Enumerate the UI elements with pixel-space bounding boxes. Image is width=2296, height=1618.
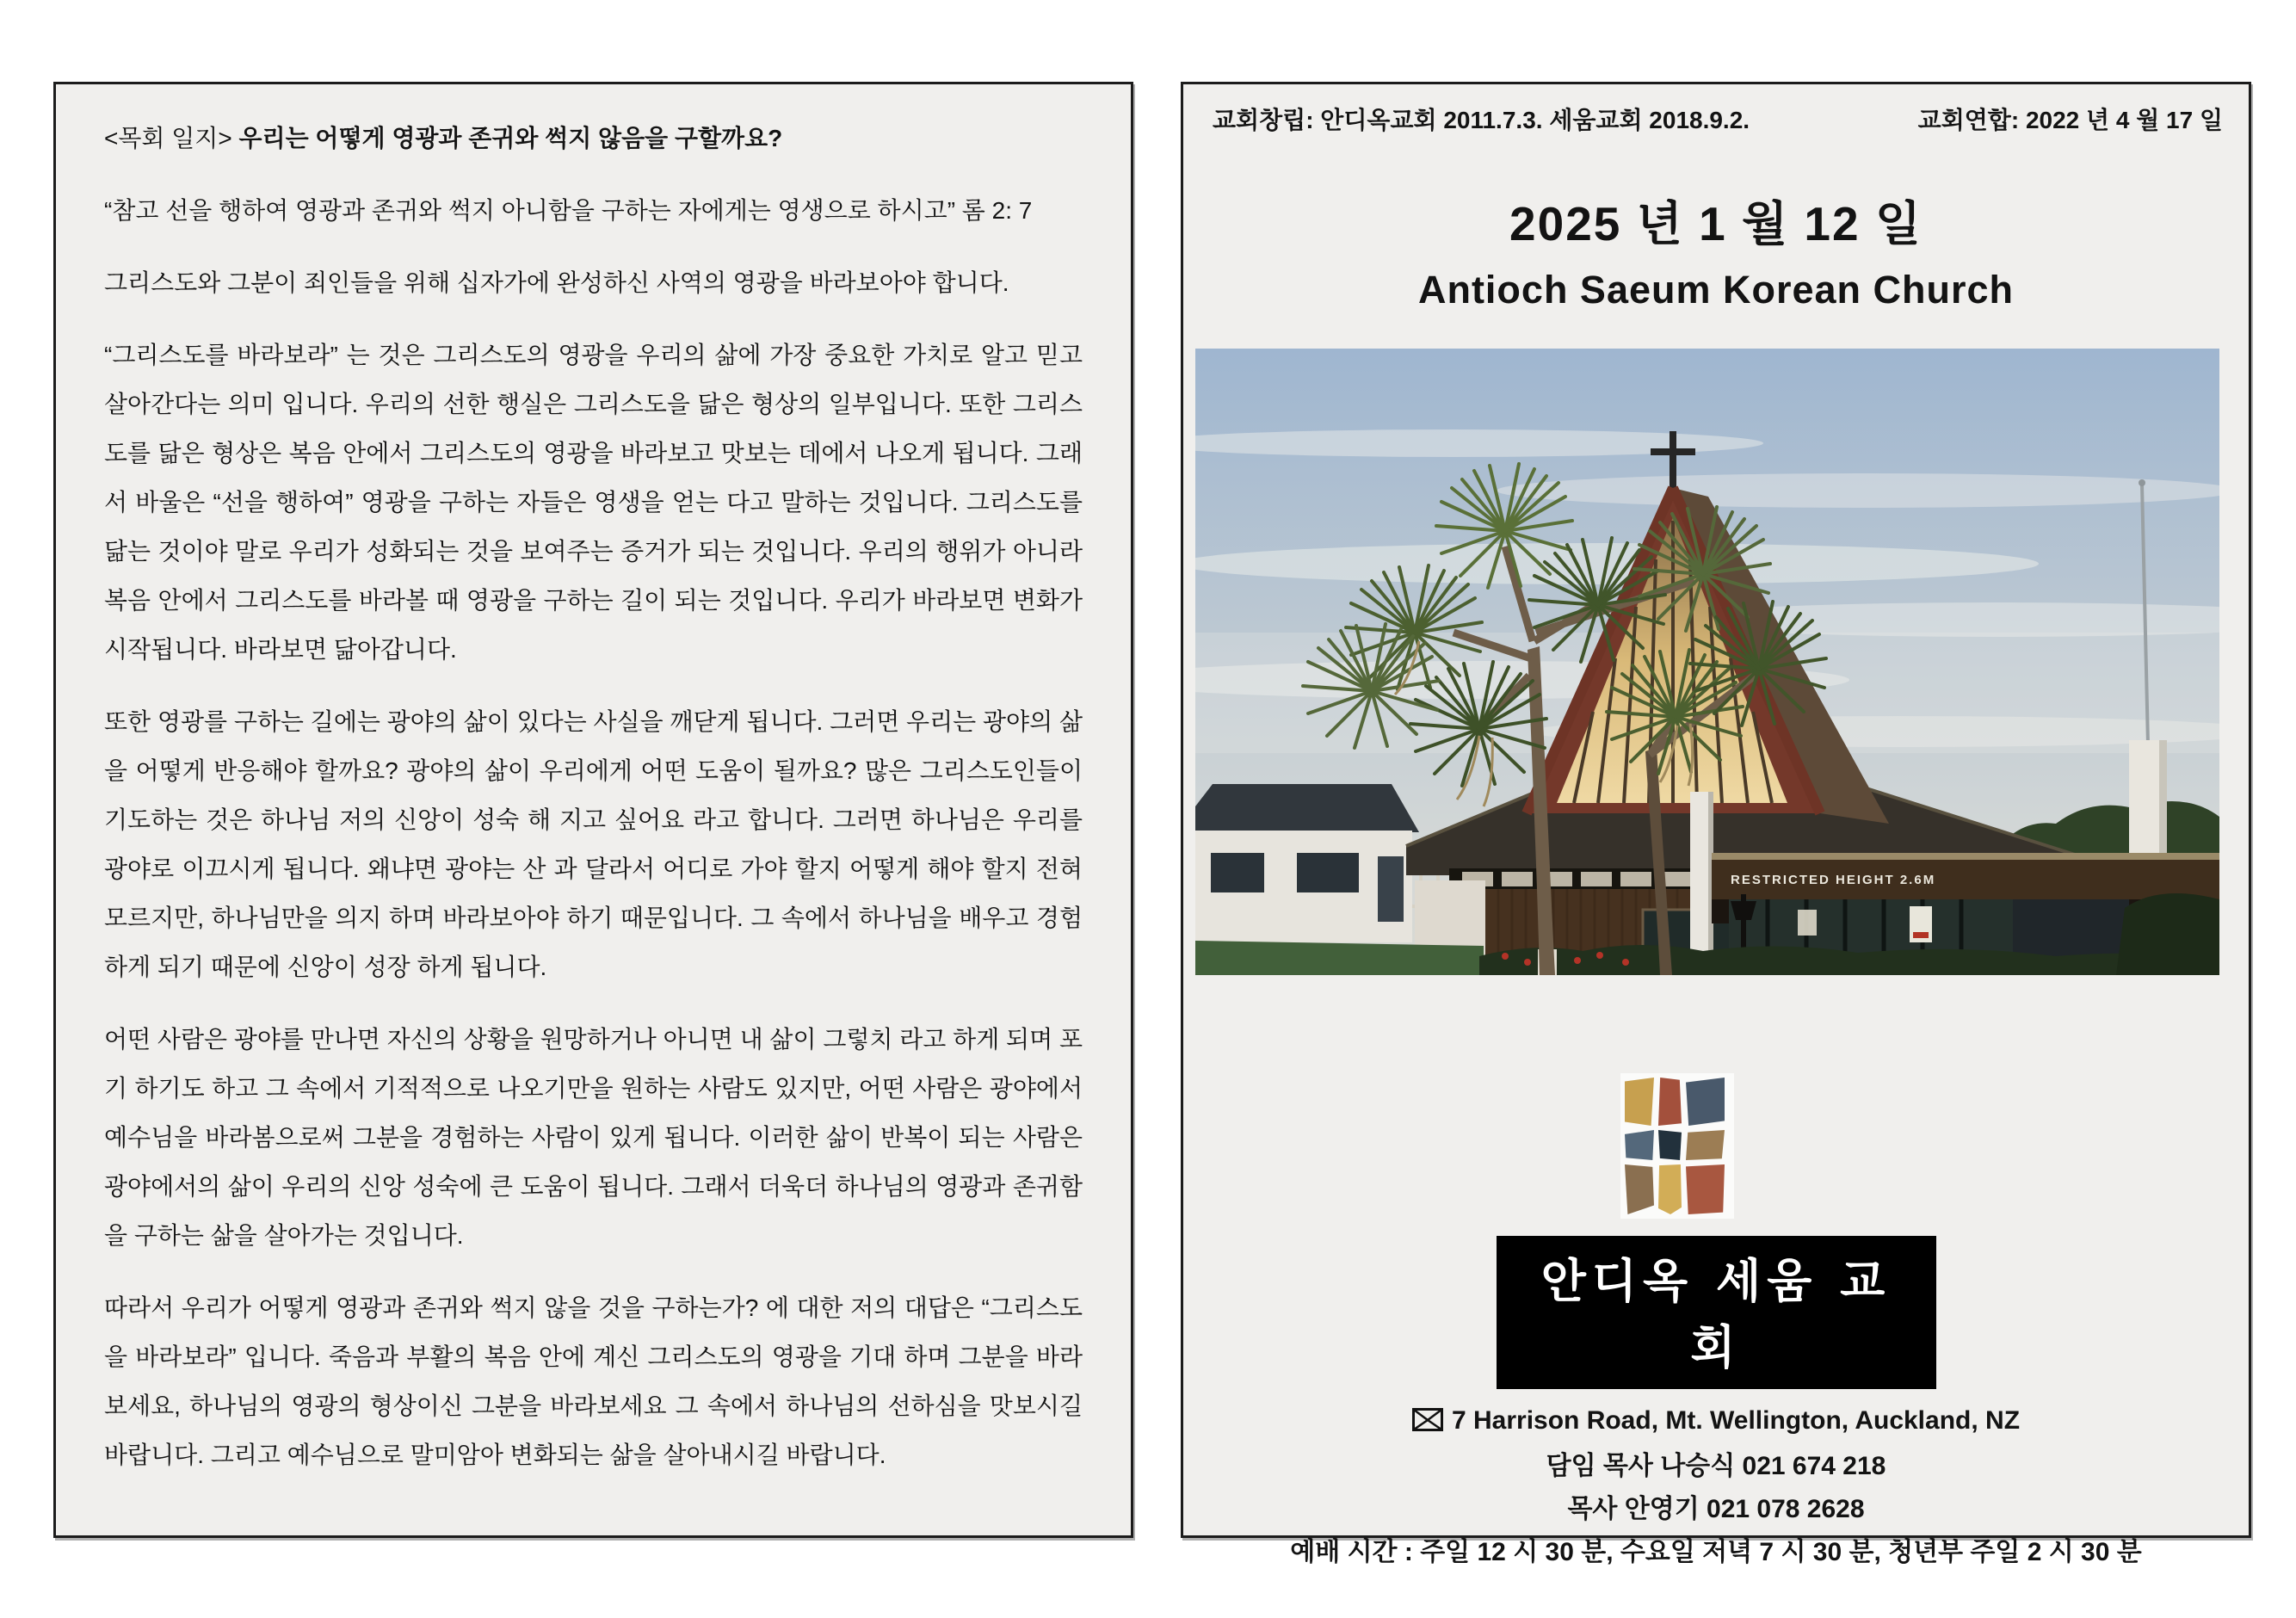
restricted-height-sign: RESTRICTED HEIGHT 2.6M (1731, 873, 1936, 887)
church-name-english: Antioch Saeum Korean Church (1417, 268, 2015, 312)
church-logo (1620, 1073, 1734, 1219)
sermon-page (53, 82, 1133, 1538)
photo-cross (1670, 431, 1676, 493)
photo-cross-arm (1651, 448, 1695, 455)
sermon-paragraph: “그리스도를 바라보라” 는 것은 그리스도의 영광을 우리의 삶에 가장 중요한 가치로 알고 믿고 살아간다는 의미 입니다. 우리의 선한 행실은 그리스도을 닮은 형상의 일부입니다. 또한 그리스도를 닮은 형상은 복음 안에서 그리스도의 영광을 바라보고 맛보는 데에서 나오게 됩니다. 그래서 바울은 “선을 행하여” 영광을 구하는 자들은 영생을 얻는 다고 말하는 것입니다. 그리스도를 닮는 것이야 말로 우리가 성화되는 것을 보여주는 증거가 되는 것입니다. 우리의 행위가 아니라 복음 안에서 그리스도를 바라볼 때 영광을 구하는 길이 되는 것입니다. 우리가 바라보면 변화가 시작됩니다. 바라보면 닮아갑니다. (104, 342, 1083, 663)
logo-tile (1658, 1130, 1682, 1160)
sermon-paragraph: 따라서 우리가 어떻게 영광과 존귀와 썩지 않을 것을 구하는가? 에 대한 저의 대답은 “그리스도을 바라보라” 입니다. 죽음과 부활의 복음 안에 계신 그리스도의 영광을 기대 하며 그분을 바라보세요, 하나님의 영광의 형상이신 그분을 바라보세요 그 속에서 하나님의 선하심을 맛보시길 바랍니다. 그리고 예수님으로 말미암아 변화되는 삶을 살아내시길 바랍니다. (104, 1294, 1083, 1468)
photo-corner-shrub (2116, 893, 2219, 975)
logo-tile (1686, 1164, 1725, 1214)
senior-pastor-line: 담임 목사 나승식 021 674 218 (1546, 1452, 1886, 1480)
sermon-paragraph: 그리스도와 그분이 죄인들을 위해 십자가에 완성하신 사역의 영광을 바라보아야 합니다. (104, 269, 1009, 296)
church-photo (1195, 349, 2219, 975)
logo-tile (1658, 1078, 1682, 1126)
sermon-title (104, 114, 1083, 163)
sermon-paragraph: 어떤 사람은 광야를 만나면 자신의 상황을 원망하거나 아니면 내 삶이 그렇치 라고 하게 되며 포기 하기도 하고 그 속에서 기적적으로 나오기만을 원하는 사람도 있지만, 어떤 사람은 광야에서 예수님을 바라봄으로써 그분을 경험하는 사람이 있게 됩니다. 이러한 삶이 반복이 되는 사람은 광야에서의 삶이 우리의 신앙 성숙에 큰 도움이 됩니다. 그래서 더욱더 하나님의 영광과 존귀함을 구하는 삶을 살아가는 것입니다. (104, 1026, 1083, 1249)
logo-tile (1625, 1164, 1654, 1214)
photo-parking-sign-arrow (1913, 932, 1929, 938)
service-times-line: 예배 시간 : 주일 12 시 30 분, 수요일 저녁 7 시 30 분, 청년부 주일 2 시 30 분 (1290, 1538, 2142, 1566)
photo-door-notice (1798, 910, 1817, 936)
logo-tile (1658, 1164, 1682, 1214)
logo-tile (1686, 1130, 1725, 1160)
sermon-paragraph: “참고 선을 행하여 영광과 존귀와 썩지 아니함을 구하는 자에게는 영생으로 하시고” 롬 2: 7 (104, 197, 1033, 224)
sermon-title-question: 우리는 어떻게 영광과 존귀와 썩지 않음을 구할까요? (238, 125, 783, 151)
sermon-body (56, 84, 1131, 1479)
bulletin-date: 2025 년 1 월 12 일 (1509, 197, 1923, 250)
founding-info: 교회창립: 안디옥교회 2011.7.3. 세움교회 2018.9.2. (1213, 107, 1750, 133)
church-name-korean-banner: 안디옥 세움 교회 (1497, 1236, 1936, 1389)
cover-page (1181, 82, 2251, 1566)
photo-lawn (1195, 941, 1484, 975)
address-line (1183, 1399, 2249, 1445)
logo-tile (1686, 1078, 1725, 1126)
envelope-icon (1412, 1402, 1443, 1445)
contact-block (1183, 1399, 2249, 1574)
sermon-title-prefix: <목회 일지> (104, 125, 232, 151)
logo-tile (1625, 1130, 1654, 1160)
pastor-line: 목사 안영기 021 078 2628 (1567, 1495, 1865, 1523)
photo-flagpole-finial (2139, 479, 2145, 486)
address-text: 7 Harrison Road, Mt. Wellington, Auckland, NZ (1451, 1406, 2021, 1435)
logo-tile (1625, 1078, 1654, 1126)
church-history-header (1183, 84, 2249, 136)
sermon-paragraph: 또한 영광를 구하는 길에는 광야의 삶이 있다는 사실을 깨닫게 됩니다. 그러면 우리는 광야의 삶을 어떻게 반응해야 할까요? 광야의 삶이 우리에게 어떤 도움이 될까요? 많은 그리스도인들이 기도하는 것은 하나님 저의 신앙이 성숙 해 지고 싶어요 라고 합니다. 그러면 하나님은 우리를 광야로 이끄시게 됩니다. 왜냐면 광야는 산 과 달라서 어디로 가야 할지 어떻게 해야 할지 전혀 모르지만, 하나님만을 의지 하며 바라보아야 하기 때문입니다. 그 속에서 하나님을 배우고 경험 하게 되기 때문에 신앙이 성장 하게 됩니다. (104, 708, 1083, 980)
union-info: 교회연합: 2022 년 4 월 17 일 (1917, 107, 2223, 133)
